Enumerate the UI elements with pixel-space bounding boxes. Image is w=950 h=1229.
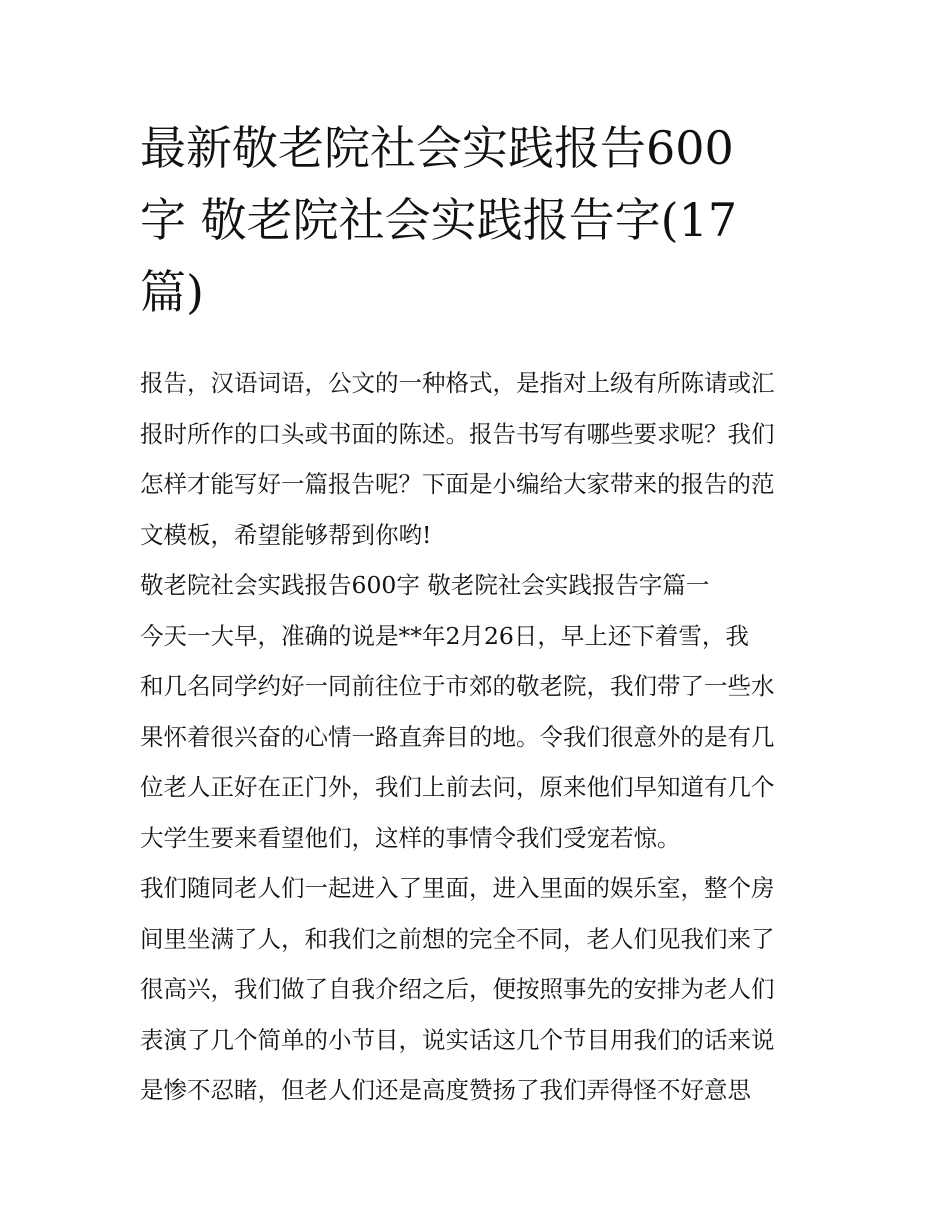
text-line: 大学生要来看望他们，这样的事情令我们受宠若惊。 <box>140 823 681 852</box>
text-line: 今天一大早，准确的说是**年2月26日，早上还下着雪，我 <box>140 621 749 650</box>
section-heading <box>140 560 820 611</box>
title-line: 篇) <box>140 265 204 319</box>
text-line: 报时所作的口头或书面的陈述。报告书写有哪些要求呢？我们 <box>140 419 775 448</box>
body-paragraph <box>140 863 820 1116</box>
document-title <box>140 112 820 328</box>
intro-paragraph <box>140 358 820 560</box>
text-line: 怎样才能写好一篇报告呢？下面是小编给大家带来的报告的范 <box>140 470 775 498</box>
body-paragraph <box>140 611 820 864</box>
text-line: 很高兴，我们做了自我介绍之后，便按照事先的安排为老人们 <box>140 975 775 1003</box>
title-line: 最新敬老院社会实践报告600 <box>140 121 734 175</box>
text-line: 报告，汉语词语，公文的一种格式，是指对上级有所陈请或汇 <box>140 369 775 397</box>
text-line: 间里坐满了人，和我们之前想的完全不同，老人们见我们来了 <box>140 924 775 953</box>
text-line: 文模板，希望能够帮到你哟! <box>140 520 432 549</box>
text-line: 和几名同学约好一同前往位于市郊的敬老院，我们带了一些水 <box>140 672 775 700</box>
text-line: 果怀着很兴奋的心情一路直奔目的地。令我们很意外的是有几 <box>140 722 775 751</box>
text-line: 表演了几个简单的小节目，说实话这几个节目用我们的话来说 <box>140 1025 775 1054</box>
text-line: 位老人正好在正门外，我们上前去问，原来他们早知道有几个 <box>140 773 775 801</box>
text-line: 敬老院社会实践报告600字 敬老院社会实践报告字篇一 <box>140 571 710 599</box>
text-line: 是惨不忍睹，但老人们还是高度赞扬了我们弄得怪不好意思 <box>140 1076 751 1104</box>
title-line: 字 敬老院社会实践报告字(17 <box>140 193 738 247</box>
document-body <box>140 358 820 1116</box>
text-line: 我们随同老人们一起进入了里面，进入里面的娱乐室，整个房 <box>140 874 775 902</box>
